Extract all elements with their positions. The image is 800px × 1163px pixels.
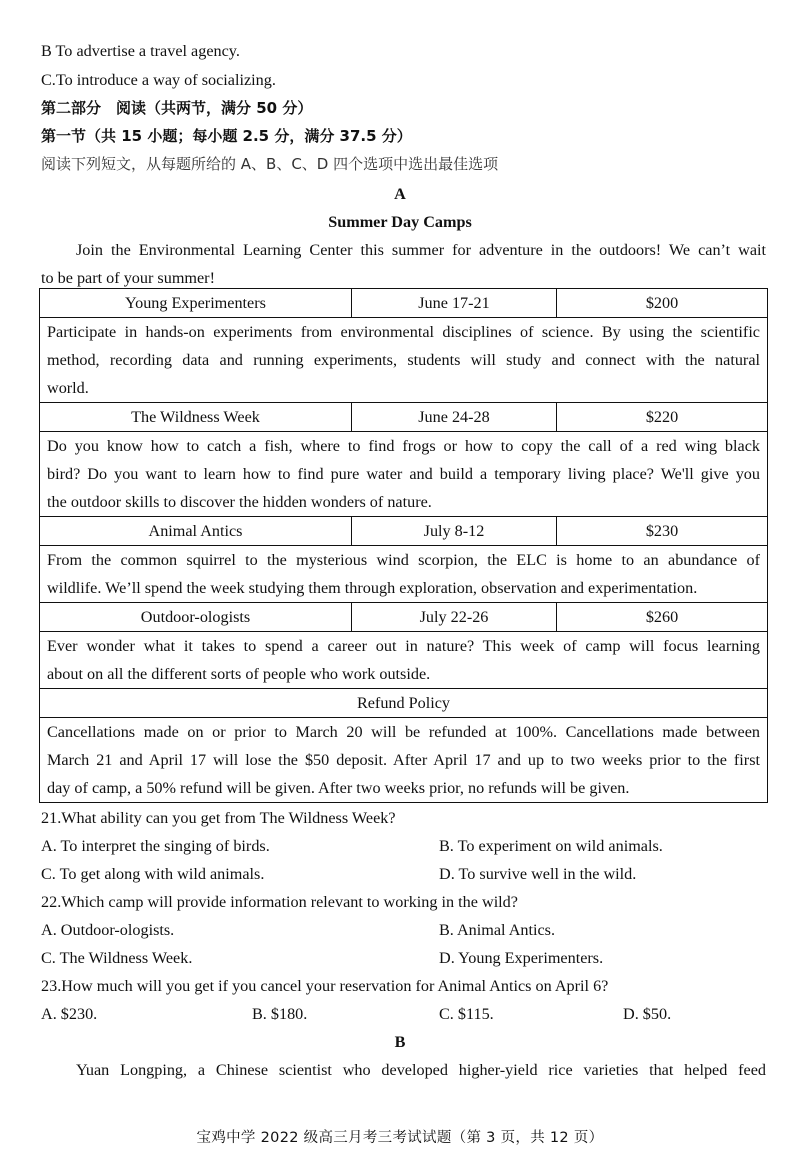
description-line: method, recording data and running experiments, students will study and connect with the natural bbox=[47, 351, 760, 369]
refund-line: Cancellations made on or prior to March 20 will be refunded at 100%. Cancellations made between bbox=[47, 723, 760, 741]
passage-a-title: Summer Day Camps bbox=[328, 213, 472, 231]
instructions: 阅读下列短文，从每题所给的 A、B、C、D 四个选项中选出最佳选项 bbox=[41, 155, 499, 173]
refund-line: day of camp, a 50% refund will be given. After two weeks prior, no refunds will be given. bbox=[47, 779, 630, 797]
question-22-option-d: D. Young Experimenters. bbox=[439, 949, 604, 967]
description-line: bird? Do you want to learn how to find pure water and build a temporary living place? We'll give you bbox=[47, 465, 760, 483]
previous-option-c: C.To introduce a way of socializing. bbox=[41, 71, 276, 89]
camp-name: The Wildness Week bbox=[40, 403, 352, 432]
passage-b-first-line: Yuan Longping, a Chinese scientist who developed higher-yield rice varieties that helped feed bbox=[76, 1061, 766, 1079]
camp-description bbox=[40, 546, 768, 603]
description-line: wildlife. We’ll spend the week studying them through exploration, observation and experimentation. bbox=[47, 579, 698, 597]
question-21-option-c: C. To get along with wild animals. bbox=[41, 865, 265, 883]
camp-header-row bbox=[40, 289, 768, 318]
question-21-option-a: A. To interpret the singing of birds. bbox=[41, 837, 270, 855]
question-22-stem: 22.Which camp will provide information relevant to working in the wild? bbox=[41, 893, 518, 911]
description-line: world. bbox=[47, 379, 89, 397]
camp-price: $230 bbox=[557, 517, 768, 546]
refund-policy-row bbox=[40, 718, 768, 803]
camp-dates: July 22-26 bbox=[352, 603, 557, 632]
camp-price: $200 bbox=[557, 289, 768, 318]
refund-policy-header-row bbox=[40, 689, 768, 718]
question-23-option-d: D. $50. bbox=[623, 1005, 672, 1023]
camp-price: $260 bbox=[557, 603, 768, 632]
camp-dates: June 24-28 bbox=[352, 403, 557, 432]
question-23-option-c: C. $115. bbox=[439, 1005, 494, 1023]
description-line: about on all the different sorts of people who work outside. bbox=[47, 665, 431, 683]
camp-header-row bbox=[40, 403, 768, 432]
question-22-option-c: C. The Wildness Week. bbox=[41, 949, 193, 967]
question-21-option-b: B. To experiment on wild animals. bbox=[439, 837, 663, 855]
passage-a-intro-line-1: Join the Environmental Learning Center this summer for adventure in the outdoors! We can’t wait bbox=[76, 241, 766, 259]
description-line: Do you know how to catch a fish, where to find frogs or how to copy the call of a red wing black bbox=[47, 437, 760, 455]
camps-table bbox=[39, 288, 768, 803]
refund-policy-text bbox=[40, 718, 768, 803]
camp-description bbox=[40, 432, 768, 517]
camp-header-row bbox=[40, 517, 768, 546]
question-21-stem: 21.What ability can you get from The Wildness Week? bbox=[41, 809, 396, 827]
section-heading: 第一节（共 15 小题；每小题 2.5 分，满分 37.5 分） bbox=[41, 127, 412, 145]
camp-description-row bbox=[40, 318, 768, 403]
camp-name: Animal Antics bbox=[40, 517, 352, 546]
passage-a-intro-line-2: to be part of your summer! bbox=[41, 269, 215, 287]
passage-a-label: A bbox=[394, 185, 406, 203]
camp-description bbox=[40, 632, 768, 689]
question-22-option-b: B. Animal Antics. bbox=[439, 921, 556, 939]
camp-name: Outdoor-ologists bbox=[40, 603, 352, 632]
camp-description-row bbox=[40, 632, 768, 689]
camp-dates: July 8-12 bbox=[352, 517, 557, 546]
camp-dates: June 17-21 bbox=[352, 289, 557, 318]
refund-policy-title: Refund Policy bbox=[40, 689, 768, 718]
question-23-option-a: A. $230. bbox=[41, 1005, 98, 1023]
question-23-stem: 23.How much will you get if you cancel your reservation for Animal Antics on April 6? bbox=[41, 977, 609, 995]
description-line: Participate in hands-on experiments from environmental disciplines of science. By using the scientific bbox=[47, 323, 760, 341]
camp-name: Young Experimenters bbox=[40, 289, 352, 318]
camp-description bbox=[40, 318, 768, 403]
part-heading: 第二部分 阅读（共两节，满分 50 分） bbox=[41, 99, 313, 117]
question-23-option-b: B. $180. bbox=[252, 1005, 308, 1023]
passage-b-label: B bbox=[394, 1033, 406, 1051]
question-21-option-d: D. To survive well in the wild. bbox=[439, 865, 637, 883]
camp-description-row bbox=[40, 432, 768, 517]
previous-option-b: B To advertise a travel agency. bbox=[41, 42, 240, 60]
description-line: Ever wonder what it takes to spend a career out in nature? This week of camp will focus learning bbox=[47, 637, 760, 655]
question-22-option-a: A. Outdoor-ologists. bbox=[41, 921, 175, 939]
camp-description-row bbox=[40, 546, 768, 603]
page-footer: 宝鸡中学 2022 级高三月考三考试试题（第 3 页，共 12 页） bbox=[196, 1130, 604, 1146]
camp-price: $220 bbox=[557, 403, 768, 432]
refund-line: March 21 and April 17 will lose the $50 deposit. After April 17 and up to two weeks prior to the first bbox=[47, 751, 760, 769]
description-line: From the common squirrel to the mysterious wind scorpion, the ELC is home to an abundance of bbox=[47, 551, 760, 569]
description-line: the outdoor skills to discover the hidden wonders of nature. bbox=[47, 493, 432, 511]
camp-header-row bbox=[40, 603, 768, 632]
